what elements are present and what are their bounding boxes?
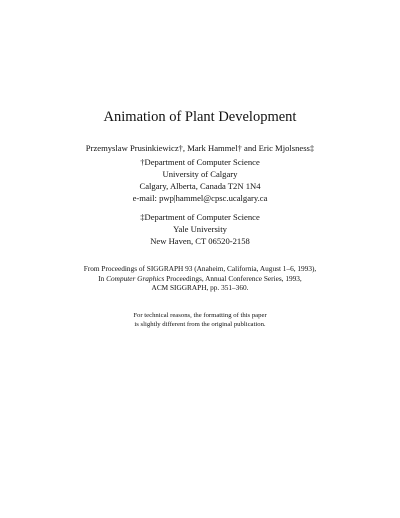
- proceedings-citation: [0, 264, 400, 293]
- affiliation-city: Calgary, Alberta, Canada T2N 1N4: [139, 181, 261, 191]
- proceedings-line-3: ACM SIGGRAPH, pp. 351–360.: [151, 283, 249, 293]
- proceedings-prefix: In: [98, 273, 107, 283]
- affiliation-department: ‡Department of Computer Science: [140, 212, 260, 222]
- affiliation-city: New Haven, CT 06520-2158: [150, 236, 250, 246]
- paper-title: Animation of Plant Development: [103, 109, 297, 125]
- proceedings-suffix: Proceedings, Annual Conference Series, 1993,: [164, 273, 302, 283]
- proceedings-line-1: From Proceedings of SIGGRAPH 93 (Anaheim, California, August 1–6, 1993),: [83, 264, 317, 273]
- affiliation-university: University of Calgary: [162, 169, 238, 179]
- affiliation-department: †Department of Computer Science: [140, 157, 260, 167]
- note-line-2: is slightly different from the original publication.: [134, 320, 266, 328]
- affiliation-calgary: [0, 156, 400, 204]
- affiliation-yale: [0, 211, 400, 247]
- formatting-note: [0, 312, 400, 330]
- affiliation-email: e-mail: pwp|hammel@cpsc.ucalgary.ca: [132, 193, 268, 203]
- journal-name: Computer Graphics: [106, 273, 165, 283]
- note-line-1: For technical reasons, the formatting of this paper: [133, 312, 267, 319]
- author-list: Przemyslaw Prusinkiewicz†, Mark Hammel† and Eric Mjolsness‡: [85, 143, 315, 153]
- affiliation-university: Yale University: [173, 224, 227, 234]
- proceedings-line-2: [0, 274, 400, 284]
